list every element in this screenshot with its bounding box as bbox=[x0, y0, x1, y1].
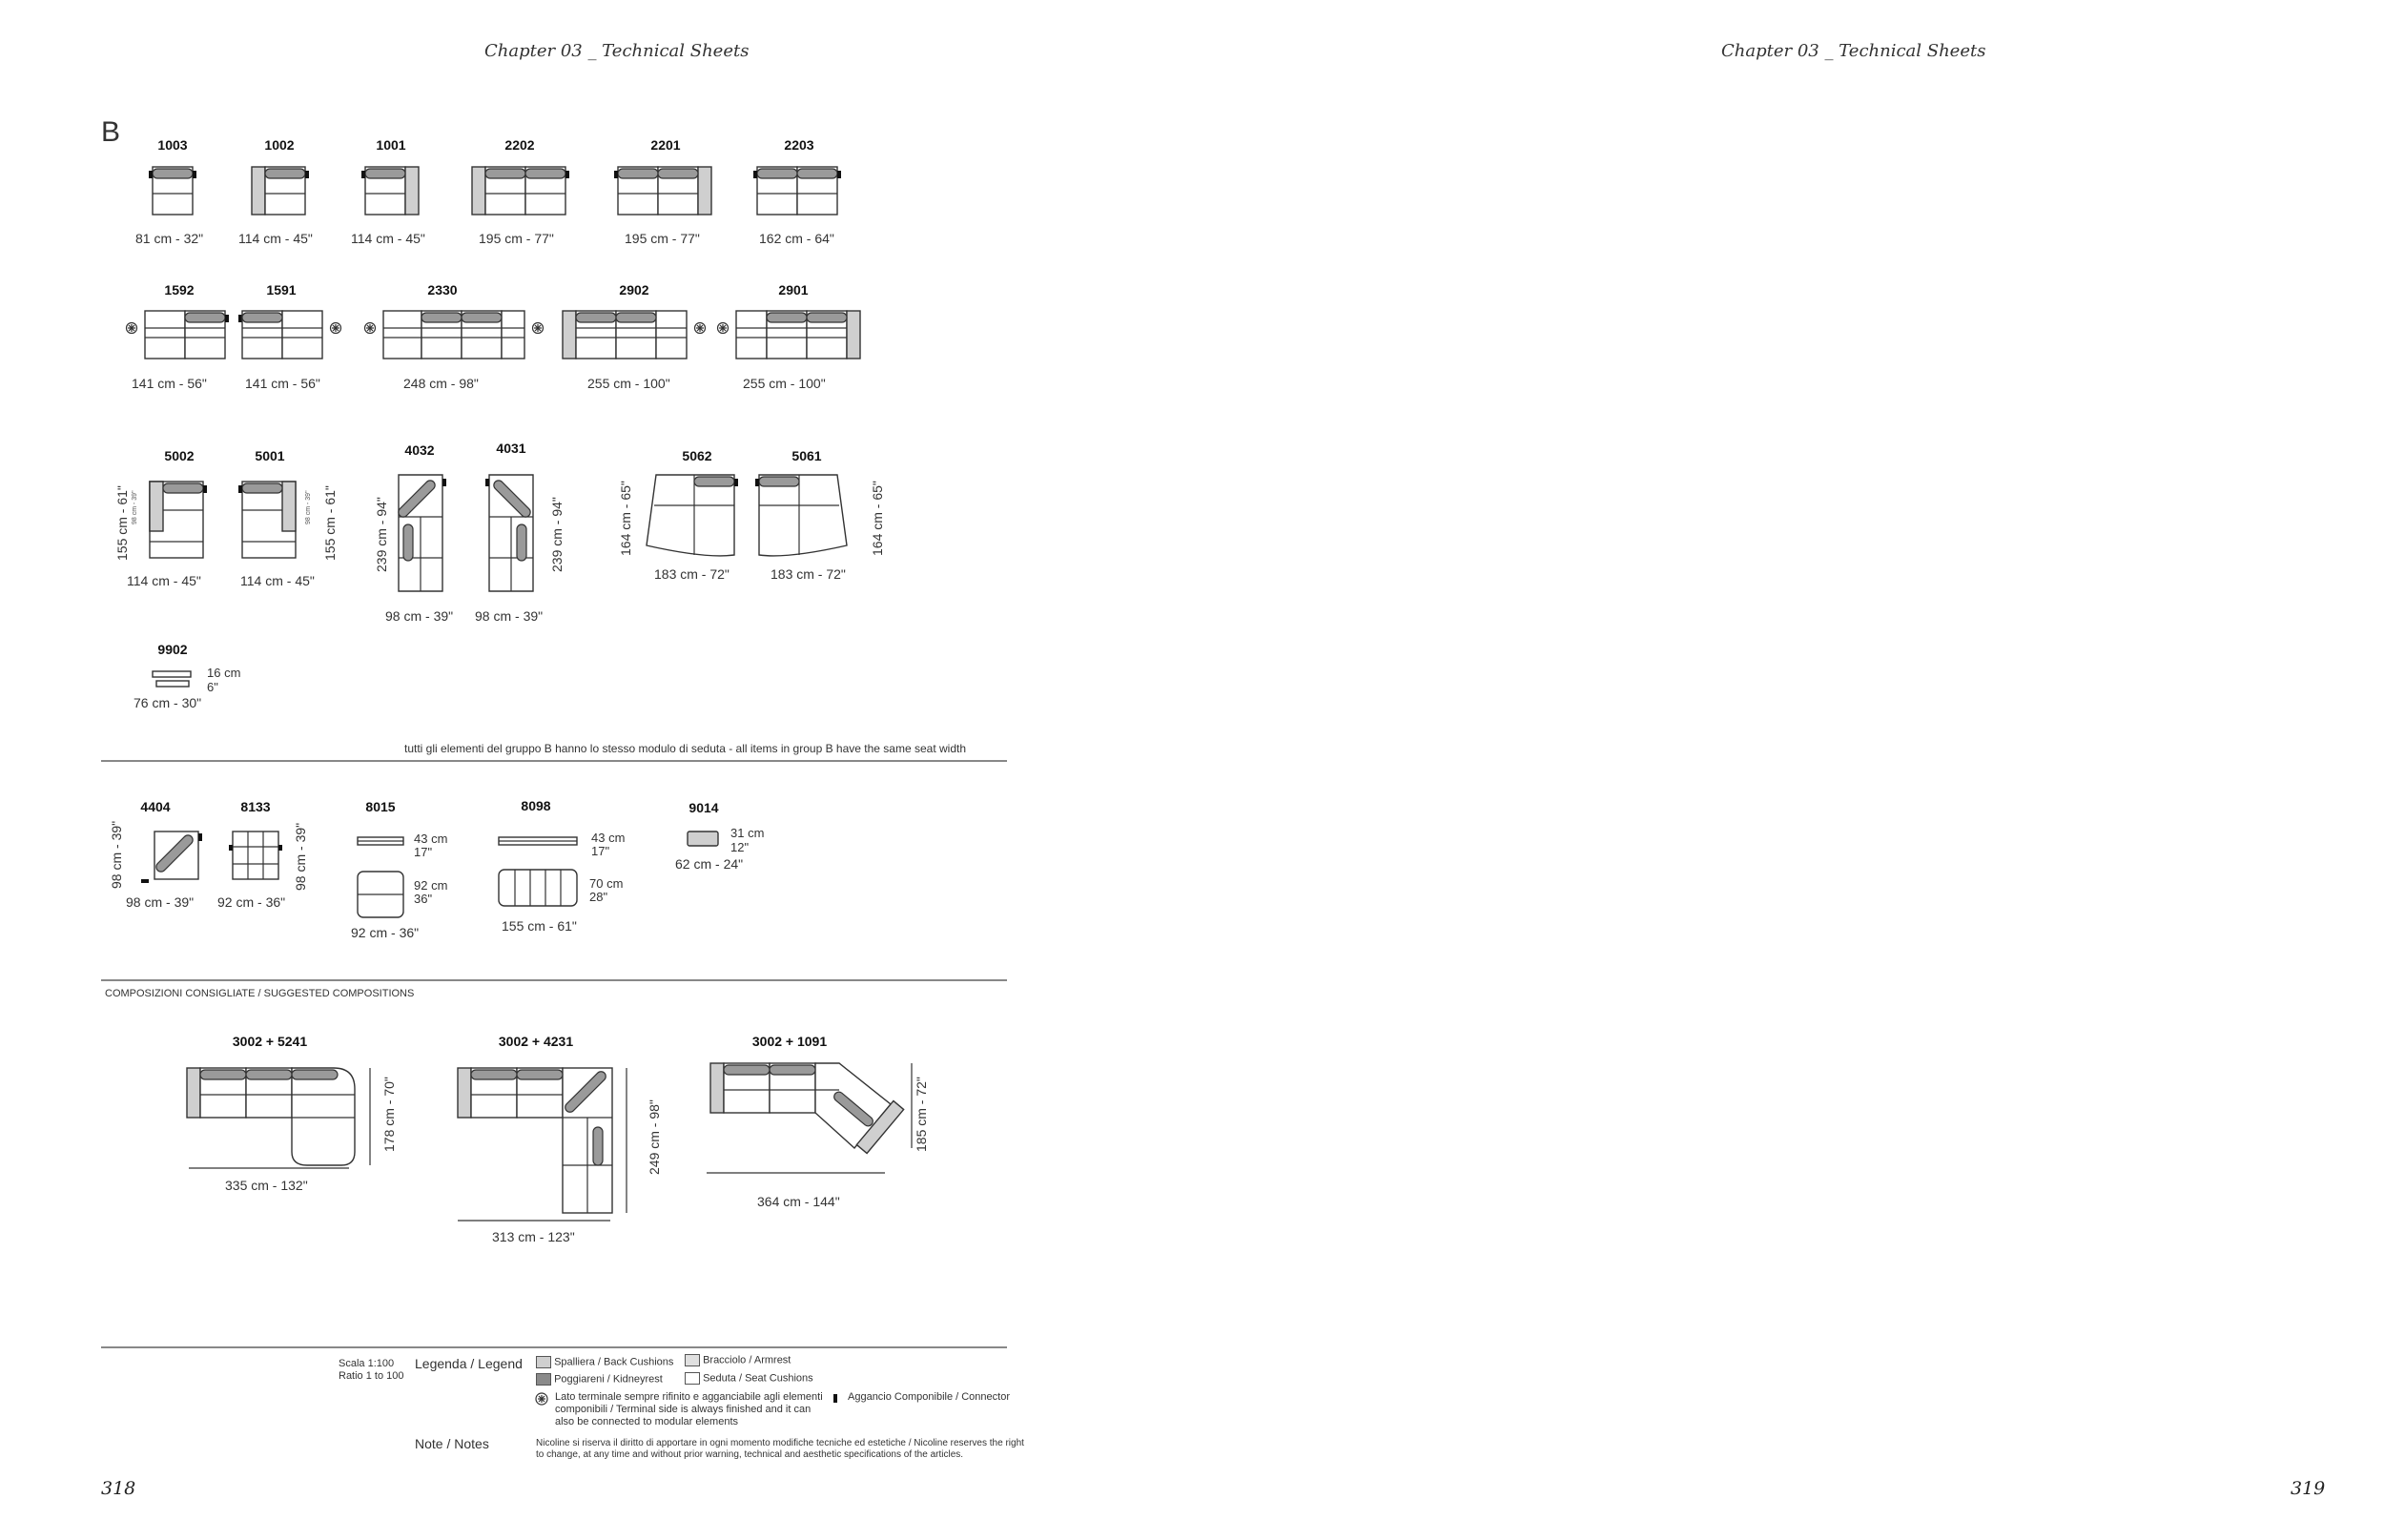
notes-title: Note / Notes bbox=[415, 1436, 489, 1451]
dim-9902-h2: 6" bbox=[207, 680, 218, 694]
dim-4032-h: 239 cm - 94" bbox=[374, 497, 389, 572]
dim-comp-3-h: 185 cm - 72" bbox=[914, 1077, 929, 1152]
dim-2201: 195 cm - 77" bbox=[625, 231, 700, 246]
legend-armrest-row bbox=[685, 1354, 791, 1366]
dim-4031-w: 98 cm - 39" bbox=[475, 608, 544, 624]
sofa-1002 bbox=[252, 167, 309, 215]
code-2902: 2902 bbox=[619, 282, 649, 298]
sofa-2203 bbox=[753, 167, 841, 215]
dim-1591: 141 cm - 56" bbox=[245, 376, 320, 391]
dim-5002-h: 155 cm - 61" bbox=[114, 485, 130, 561]
legend-terminal-3: also be connected to modular elements bbox=[555, 1416, 739, 1427]
code-1591: 1591 bbox=[266, 282, 297, 298]
code-2202: 2202 bbox=[504, 137, 535, 153]
sofa-2330 bbox=[365, 311, 544, 359]
legend-kidney: Poggiareni / Kidneyrest bbox=[554, 1373, 663, 1386]
dim-9014-h1: 31 cm bbox=[730, 826, 765, 840]
code-1001: 1001 bbox=[376, 137, 406, 153]
dim-5001-w: 114 cm - 45" bbox=[240, 573, 315, 588]
chapter-header-right: Chapter 03 _ Technical Sheets bbox=[1721, 41, 1986, 61]
divider-3 bbox=[101, 1346, 1007, 1348]
dim-2330: 248 cm - 98" bbox=[403, 376, 479, 391]
legend-seat-row bbox=[685, 1372, 813, 1385]
sofa-2902 bbox=[563, 311, 706, 359]
sofa-1001 bbox=[361, 167, 419, 215]
dim-4032-w: 98 cm - 39" bbox=[385, 608, 454, 624]
dim-8133-h: 98 cm - 39" bbox=[293, 822, 308, 891]
back-cushion-swatch bbox=[536, 1356, 551, 1368]
dim-9902-h1: 16 cm bbox=[207, 666, 241, 680]
dim-1592: 141 cm - 56" bbox=[132, 376, 207, 391]
page-number-right: 319 bbox=[2291, 1478, 2326, 1499]
dim-8015-w: 92 cm - 36" bbox=[351, 925, 420, 940]
code-comp-3: 3002 + 1091 bbox=[751, 1034, 828, 1049]
code-8133: 8133 bbox=[240, 799, 271, 814]
sofa-1592 bbox=[127, 311, 230, 359]
corner-4032 bbox=[397, 475, 446, 591]
code-1002: 1002 bbox=[264, 137, 295, 153]
dim-5001-h: 155 cm - 61" bbox=[322, 485, 338, 561]
code-5001: 5001 bbox=[255, 448, 285, 463]
dim-4404-w: 98 cm - 39" bbox=[126, 894, 195, 910]
code-4404: 4404 bbox=[140, 799, 171, 814]
dim-9902-w: 76 cm - 30" bbox=[134, 695, 202, 710]
row2-drawings bbox=[95, 303, 915, 365]
dim-comp-1-h: 178 cm - 70" bbox=[381, 1077, 397, 1152]
compositions-drawings bbox=[172, 1049, 935, 1240]
dim-9014-w: 62 cm - 24" bbox=[675, 856, 744, 872]
composition-1 bbox=[187, 1068, 370, 1168]
dim-8015-d1: 92 cm bbox=[414, 878, 448, 893]
dim-9014-h2: 12" bbox=[730, 840, 750, 854]
cushion-9014 bbox=[688, 832, 718, 846]
code-1592: 1592 bbox=[164, 282, 195, 298]
code-4032: 4032 bbox=[404, 442, 435, 458]
chapter-header-left: Chapter 03 _ Technical Sheets bbox=[484, 41, 750, 61]
dim-comp-2-w: 313 cm - 123" bbox=[492, 1229, 575, 1244]
dim-8098-h1: 43 cm bbox=[591, 831, 626, 845]
dim-2203: 162 cm - 64" bbox=[759, 231, 834, 246]
dim-8098-h2: 17" bbox=[591, 844, 610, 858]
corner-5062 bbox=[647, 475, 738, 556]
scale-line-2: Ratio 1 to 100 bbox=[339, 1370, 404, 1382]
legend-kidney-row bbox=[536, 1373, 663, 1386]
dim-comp-1-w: 335 cm - 132" bbox=[225, 1178, 308, 1193]
sofa-2201 bbox=[614, 167, 711, 215]
connector-icon bbox=[833, 1394, 837, 1403]
composition-2 bbox=[458, 1068, 627, 1221]
dim-5062-h: 164 cm - 65" bbox=[618, 481, 633, 556]
legend-armrest: Bracciolo / Armrest bbox=[703, 1354, 791, 1366]
terminal-side-icon bbox=[534, 1391, 549, 1407]
notes-line-2: to change, at any time and without prior warning, technical and aesthetic specifications of the articles. bbox=[536, 1449, 964, 1460]
legend-connector: Aggancio Componibile / Connector bbox=[848, 1391, 1010, 1403]
code-2203: 2203 bbox=[784, 137, 814, 153]
dim-5002-w: 114 cm - 45" bbox=[127, 573, 201, 588]
dim-4404-h: 98 cm - 39" bbox=[109, 820, 124, 889]
group-note: tutti gli elementi del gruppo B hanno lo stesso modulo di seduta - all items in group B have the same seat width bbox=[404, 742, 967, 755]
group-letter: B bbox=[101, 116, 121, 148]
code-8015: 8015 bbox=[365, 799, 396, 814]
kidneyrest-swatch bbox=[536, 1373, 551, 1386]
dim-2901: 255 cm - 100" bbox=[743, 376, 826, 391]
dim-5002-inner: 98 cm - 39" bbox=[132, 490, 138, 524]
dim-5061-w: 183 cm - 72" bbox=[771, 566, 846, 582]
dim-5062-w: 183 cm - 72" bbox=[654, 566, 730, 582]
code-5002: 5002 bbox=[164, 448, 195, 463]
dim-8015-d2: 36" bbox=[414, 892, 433, 906]
code-2201: 2201 bbox=[650, 137, 681, 153]
footstool-9902 bbox=[151, 667, 198, 690]
code-8098: 8098 bbox=[521, 798, 551, 813]
dim-8098-d1: 70 cm bbox=[589, 876, 624, 891]
bench-8015 bbox=[358, 837, 403, 917]
code-comp-2: 3002 + 4231 bbox=[498, 1034, 574, 1049]
chaise-5002 bbox=[150, 482, 207, 558]
dim-comp-3-w: 364 cm - 144" bbox=[757, 1194, 840, 1209]
dim-8015-h1: 43 cm bbox=[414, 832, 448, 846]
divider-2 bbox=[101, 979, 1007, 981]
pouf-8133 bbox=[229, 832, 282, 879]
corner-5061 bbox=[755, 475, 847, 556]
code-2330: 2330 bbox=[427, 282, 458, 298]
seat-cushion-swatch bbox=[685, 1372, 700, 1385]
dim-4031-h: 239 cm - 94" bbox=[549, 497, 565, 572]
code-9902: 9902 bbox=[157, 642, 188, 657]
scale-line-1: Scala 1:100 bbox=[339, 1358, 395, 1369]
sofa-2901 bbox=[718, 311, 861, 359]
dim-1001: 114 cm - 45" bbox=[351, 231, 425, 246]
sofa-1591 bbox=[238, 311, 341, 359]
code-5061: 5061 bbox=[791, 448, 822, 463]
dim-comp-2-h: 249 cm - 98" bbox=[647, 1099, 662, 1175]
dim-2202: 195 cm - 77" bbox=[479, 231, 554, 246]
dim-8098-w: 155 cm - 61" bbox=[502, 918, 577, 934]
dim-2902: 255 cm - 100" bbox=[587, 376, 670, 391]
sofa-2202 bbox=[472, 167, 569, 215]
corner-4404 bbox=[141, 832, 202, 883]
divider-1 bbox=[101, 760, 1007, 762]
legend-back-row bbox=[536, 1356, 673, 1368]
sofa-1003 bbox=[149, 167, 196, 215]
code-4031: 4031 bbox=[496, 441, 526, 456]
code-5062: 5062 bbox=[682, 448, 712, 463]
row1-drawings bbox=[95, 157, 915, 224]
dim-1002: 114 cm - 45" bbox=[238, 231, 313, 246]
legend-terminal-2: componibili / Terminal side is always finished and it can bbox=[555, 1404, 812, 1415]
code-1003: 1003 bbox=[157, 137, 188, 153]
code-2901: 2901 bbox=[778, 282, 809, 298]
dim-8098-d2: 28" bbox=[589, 890, 608, 904]
dim-8015-h2: 17" bbox=[414, 845, 433, 859]
armrest-swatch bbox=[685, 1354, 700, 1366]
legend-terminal-1: Lato terminale sempre rifinito e agganciabile agli elementi bbox=[555, 1391, 823, 1403]
page-number-left: 318 bbox=[101, 1478, 136, 1499]
code-comp-1: 3002 + 5241 bbox=[232, 1034, 308, 1049]
notes-line-1: Nicoline si riserva il diritto di apportare in ogni momento modifiche tecniche ed estetiche / Nicoline reserves the right bbox=[536, 1438, 1024, 1448]
bench-8098 bbox=[499, 837, 577, 906]
chaise-5001 bbox=[238, 482, 296, 558]
legend-seat: Seduta / Seat Cushions bbox=[703, 1372, 813, 1385]
dim-5001-inner: 98 cm - 39" bbox=[305, 490, 312, 524]
code-9014: 9014 bbox=[688, 800, 719, 815]
dim-5061-h: 164 cm - 65" bbox=[870, 481, 885, 556]
dim-1003: 81 cm - 32" bbox=[135, 231, 204, 246]
corner-4031 bbox=[485, 475, 533, 591]
legend-back: Spalliera / Back Cushions bbox=[554, 1356, 674, 1368]
dim-8133-w: 92 cm - 36" bbox=[217, 894, 286, 910]
legend-title: Legenda / Legend bbox=[415, 1356, 523, 1371]
suggested-title: COMPOSIZIONI CONSIGLIATE / SUGGESTED COMPOSITIONS bbox=[105, 988, 415, 999]
composition-3 bbox=[707, 1063, 912, 1173]
